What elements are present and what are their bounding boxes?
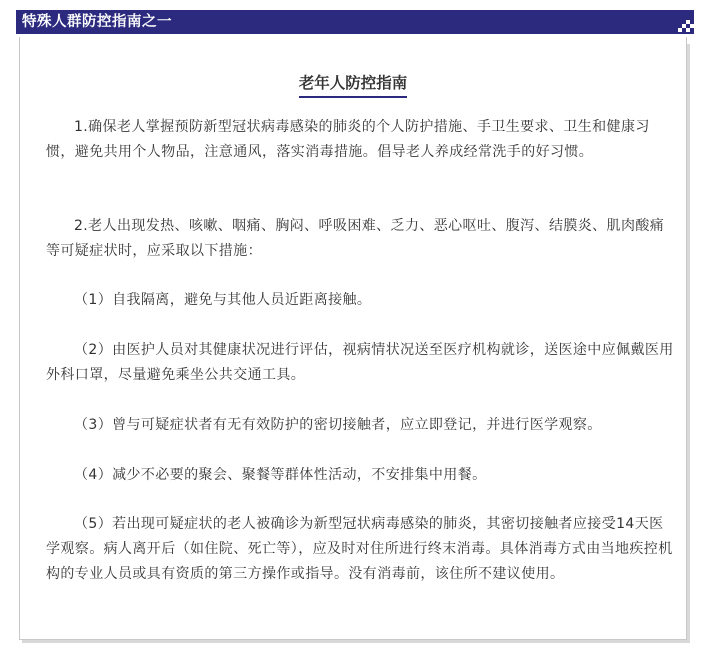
paragraph: （4）减少不必要的聚会、聚餐等群体性活动，不安排集中用餐。 — [74, 467, 487, 483]
section-header-bar — [16, 10, 694, 34]
content-panel — [19, 37, 687, 640]
paragraph: 1.确保老人掌握预防新型冠状病毒感染的肺炎的个人防护措施、手卫生要求、卫生和健康习惯，避免共用个人物品，注意通风，落实消毒措施。倡导老人养成经常洗手的好习惯。 — [46, 119, 650, 160]
article-title — [20, 71, 686, 93]
paragraph: （3）曾与可疑症状者有无有效防护的密切接触者，应立即登记，并进行医学观察。 — [74, 417, 602, 433]
corner-pattern-icon — [678, 20, 694, 34]
paragraph: （2）由医护人员对其健康状况进行评估，视病情状况送至医疗机构就诊，送医途中应佩戴医用外科口罩，尽量避免乘坐公共交通工具。 — [46, 342, 674, 383]
paragraph: 2.老人出现发热、咳嗽、咽痛、胸闷、呼吸困难、乏力、恶心呕吐、腹泻、结膜炎、肌肉酸痛等可疑症状时，应采取以下措施： — [46, 218, 665, 259]
panel-shadow — [22, 640, 690, 643]
paragraph: （1）自我隔离，避免与其他人员近距离接触。 — [74, 292, 372, 308]
paragraph: （5）若出现可疑症状的老人被确诊为新型冠状病毒感染的肺炎，其密切接触者应接受14天医学观察。病人离开后（如住院、死亡等），应及时对住所进行终末消毒。具体消毒方式由当地疾控机构的专业人员或具有资质的第三方操作或指导。没有消毒前，该住所不建议使用。 — [46, 516, 673, 582]
article-title-text: 老年人防控指南 — [299, 74, 408, 98]
panel-shadow — [687, 44, 690, 642]
section-header-title: 特殊人群防控指南之一 — [22, 14, 172, 30]
